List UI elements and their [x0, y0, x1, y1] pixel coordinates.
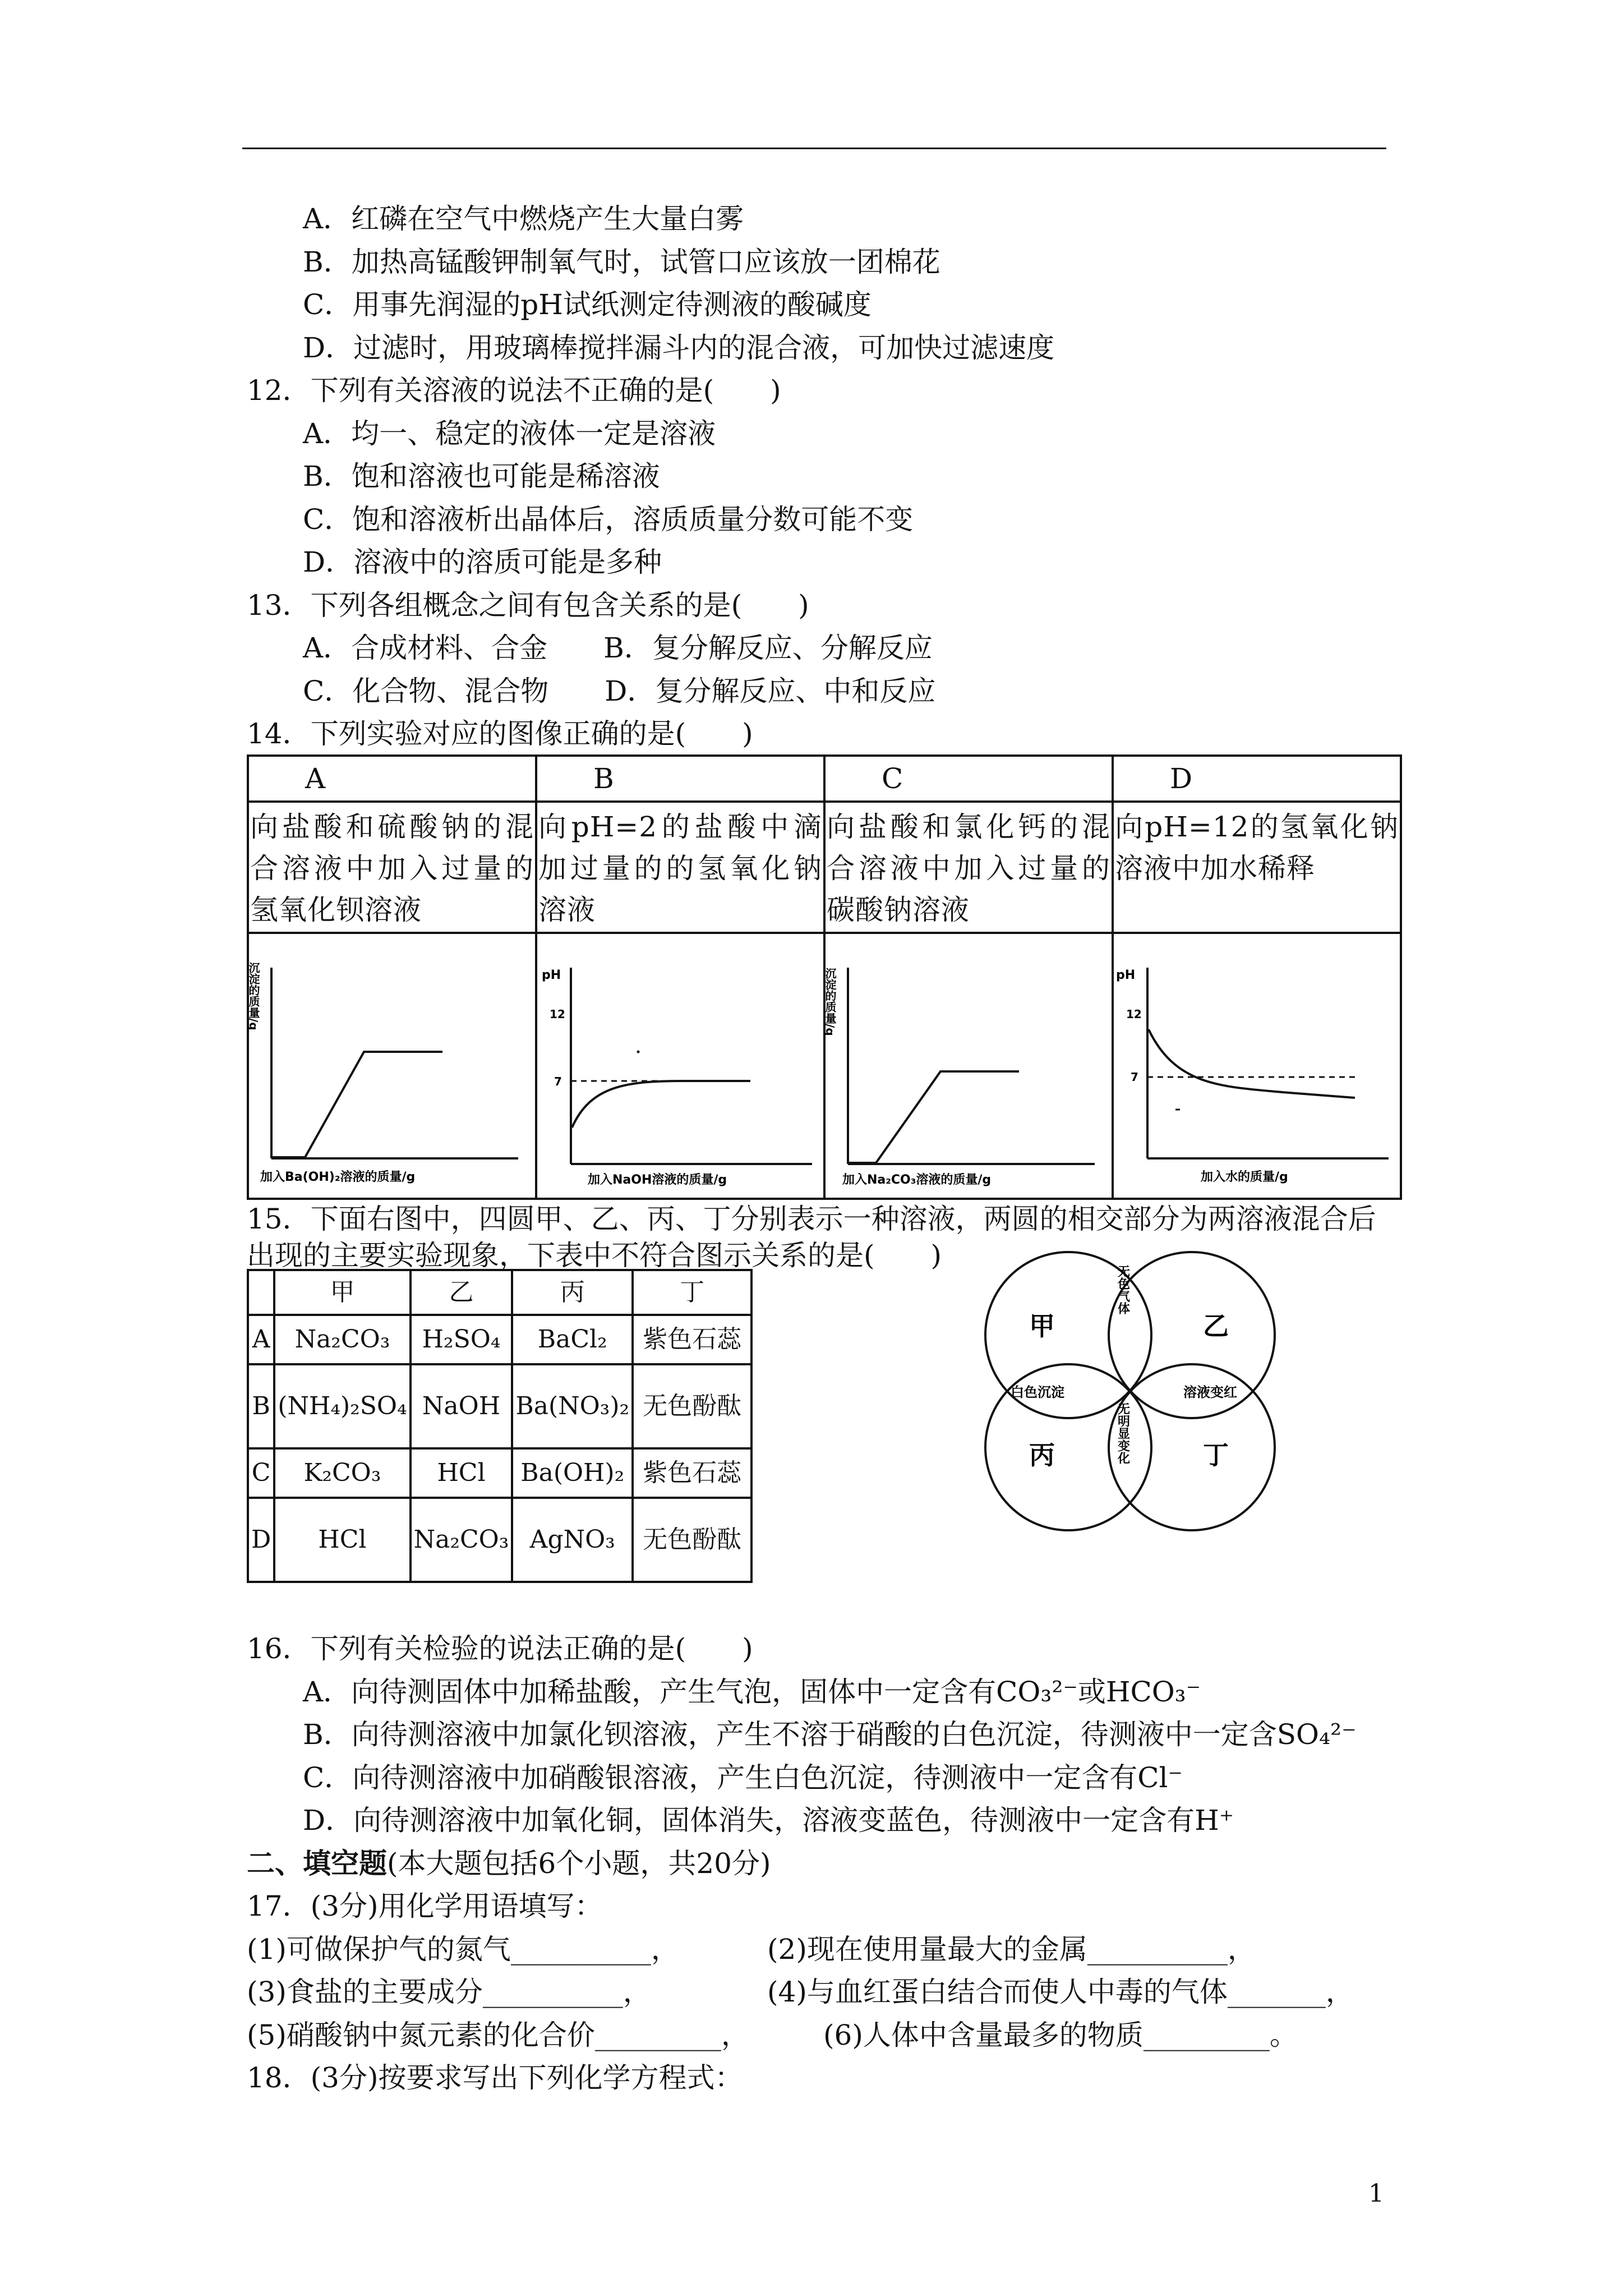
label-bottom-none: 无明显变化 [1115, 1402, 1130, 1464]
label-bing: 丙 [1029, 1440, 1055, 1470]
dot-mark [637, 1051, 640, 1053]
q13-stem: 13．下列各组概念之间有包含关系的是( ) [247, 589, 809, 622]
page-number: 1 [1368, 2179, 1384, 2208]
graph-xlabel: 加入水的质量/g [1201, 1170, 1288, 1184]
q14-header-b: B [536, 756, 824, 802]
q15-header: 甲 [274, 1270, 410, 1315]
q17-item-4: (4)与血红蛋白结合而使人中毒的气体_______， [767, 1976, 1354, 2008]
q14-graph-a [248, 933, 536, 1199]
q17-item-1: (1)可做保护气的氮气__________， [247, 1933, 679, 1966]
label-ding: 丁 [1203, 1440, 1229, 1470]
tick-12: 12 [1126, 1007, 1142, 1021]
graph-curve [572, 1081, 750, 1128]
table-row [248, 1315, 751, 1364]
q15-stem-line1: 15．下面右图中，四圆甲、乙、丙、丁分别表示一种溶液，两圆的相交部分为两溶液混合后 [247, 1203, 1376, 1235]
label-jia: 甲 [1029, 1311, 1055, 1341]
q16-stem: 16．下列有关检验的说法正确的是( ) [247, 1632, 753, 1665]
section2-heading [247, 1846, 771, 1881]
graph-xlabel: 加入NaOH溶液的质量/g [588, 1173, 727, 1187]
q14-header-c: C [824, 756, 1113, 802]
row-label: A [248, 1315, 274, 1364]
q14-graph-b [536, 933, 824, 1199]
q14-description-d: 向pH=12的氢氧化钠溶液中加水稀释 [1113, 802, 1401, 933]
section2-title: 二、填空题 [247, 1847, 387, 1880]
q11-option-b: B．加热高锰酸钾制氧气时，试管口应该放一团棉花 [303, 246, 940, 278]
q12-option-d: D．溶液中的溶质可能是多种 [303, 546, 662, 578]
table-cell: 无色酚酞 [633, 1364, 751, 1448]
q15-corner [248, 1270, 274, 1315]
q17-item-5: (5)硝酸钠中氮元素的化合价_________， [247, 2019, 749, 2051]
table-row [248, 1448, 751, 1498]
q11-option-c: C．用事先润湿的pH试纸测定待测液的酸碱度 [303, 288, 872, 321]
q16-option-a: A．向待测固体中加稀盐酸，产生气泡，固体中一定含有CO₃²⁻或HCO₃⁻ [303, 1676, 1201, 1708]
q13-options-row1: A．合成材料、合金 B．复分解反应、分解反应 [303, 632, 933, 664]
q17-item-6: (6)人体中含量最多的物质_________。 [823, 2019, 1298, 2051]
q14-table [247, 754, 1402, 1200]
table-cell: K₂CO₃ [274, 1448, 410, 1498]
graph-ylabel: pH [1116, 968, 1136, 982]
table-cell: H₂SO₄ [411, 1315, 513, 1364]
q16-option-c: C．向待测溶液中加硝酸银溶液，产生白色沉淀，待测液中一定含有Cl⁻ [303, 1761, 1183, 1794]
table-cell: 无色酚酞 [633, 1498, 751, 1582]
table-cell: NaOH [411, 1364, 513, 1448]
q17-stem: 17．(3分)用化学用语填写： [247, 1890, 603, 1922]
label-right-red: 溶液变红 [1183, 1384, 1237, 1400]
table-cell: AgNO₃ [512, 1498, 633, 1582]
row-label: C [248, 1448, 274, 1498]
q15-header: 乙 [411, 1270, 513, 1315]
table-cell: 紫色石蕊 [633, 1448, 751, 1498]
q15-venn-diagram [976, 1243, 1290, 1534]
q12-option-a: A．均一、稳定的液体一定是溶液 [303, 417, 716, 450]
q14-stem: 14．下列实验对应的图像正确的是( ) [247, 717, 753, 750]
table-row [248, 1364, 751, 1448]
header-rule [242, 148, 1386, 149]
q14-graph-d [1113, 933, 1401, 1199]
q15-stem-line2: 出现的主要实验现象，下表中不符合图示关系的是( ) [247, 1239, 942, 1272]
graph-ylabel: pH [542, 968, 561, 982]
q11-option-d: D．过滤时，用玻璃棒搅拌漏斗内的混合液，可加快过滤速度 [303, 332, 1055, 364]
table-cell: (NH₄)₂SO₄ [274, 1364, 410, 1448]
label-left-precipitate: 白色沉淀 [1011, 1384, 1064, 1400]
q15-header: 丁 [633, 1270, 751, 1315]
graph-xlabel: 加入Ba(OH)₂溶液的质量/g [260, 1170, 416, 1184]
table-cell: Na₂CO₃ [274, 1315, 410, 1364]
graph-curve [1149, 1029, 1355, 1098]
q13-options-row2: C．化合物、混合物 D．复分解反应、中和反应 [303, 675, 936, 707]
table-cell: Ba(OH)₂ [512, 1448, 633, 1498]
q17-item-2: (2)现在使用量最大的金属__________， [767, 1933, 1256, 1966]
q14-graph-c [824, 933, 1113, 1199]
q12-option-c: C．饱和溶液析出晶体后，溶质质量分数可能不变 [303, 503, 914, 536]
q15-table [247, 1269, 753, 1583]
table-cell: BaCl₂ [512, 1315, 633, 1364]
graph-xlabel: 加入Na₂CO₃溶液的质量/g [842, 1173, 992, 1187]
graph-ylabel: 沉淀的质量/g [823, 968, 837, 1036]
q14-header-d: D [1113, 756, 1401, 802]
q14-description-a: 向盐酸和硫酸钠的混合溶液中加入过量的氢氧化钡溶液 [248, 802, 536, 933]
q14-description-c: 向盐酸和氯化钙的混合溶液中加入过量的碳酸钠溶液 [824, 802, 1113, 933]
table-cell: Ba(NO₃)₂ [512, 1364, 633, 1448]
q16-option-b: B．向待测溶液中加氯化钡溶液，产生不溶于硝酸的白色沉淀，待测液中一定含SO₄²⁻ [303, 1718, 1357, 1751]
graph-curve [848, 1071, 1019, 1163]
table-row [248, 1498, 751, 1582]
q14-header-a: A [248, 756, 536, 802]
graph-ylabel: 沉淀的质量/g [247, 962, 260, 1030]
table-cell: 紫色石蕊 [633, 1315, 751, 1364]
label-yi: 乙 [1203, 1311, 1229, 1341]
q12-stem: 12．下列有关溶液的说法不正确的是( ) [247, 374, 781, 407]
table-cell: HCl [274, 1498, 410, 1582]
q17-item-3: (3)食盐的主要成分__________， [247, 1976, 651, 2008]
tick-7: 7 [554, 1075, 562, 1088]
q18-stem: 18．(3分)按要求写出下列化学方程式： [247, 2062, 743, 2094]
section2-note: (本大题包括6个小题，共20分) [387, 1847, 771, 1880]
q15-header: 丙 [512, 1270, 633, 1315]
q16-option-d: D．向待测溶液中加氧化铜，固体消失，溶液变蓝色，待测液中一定含有H⁺ [303, 1804, 1234, 1837]
graph-curve [271, 1052, 442, 1157]
q12-option-b: B．饱和溶液也可能是稀溶液 [303, 460, 660, 493]
tick-12: 12 [550, 1007, 565, 1021]
row-label: D [248, 1498, 274, 1582]
label-top-gas: 无色气体 [1115, 1265, 1130, 1314]
q14-description-b: 向pH=2的盐酸中滴加过量的的氢氧化钠溶液 [536, 802, 824, 933]
table-cell: HCl [411, 1448, 513, 1498]
table-cell: Na₂CO₃ [411, 1498, 513, 1582]
q11-option-a: A．红磷在空气中燃烧产生大量白雾 [303, 203, 744, 235]
tick-7: 7 [1131, 1070, 1138, 1084]
row-label: B [248, 1364, 274, 1448]
